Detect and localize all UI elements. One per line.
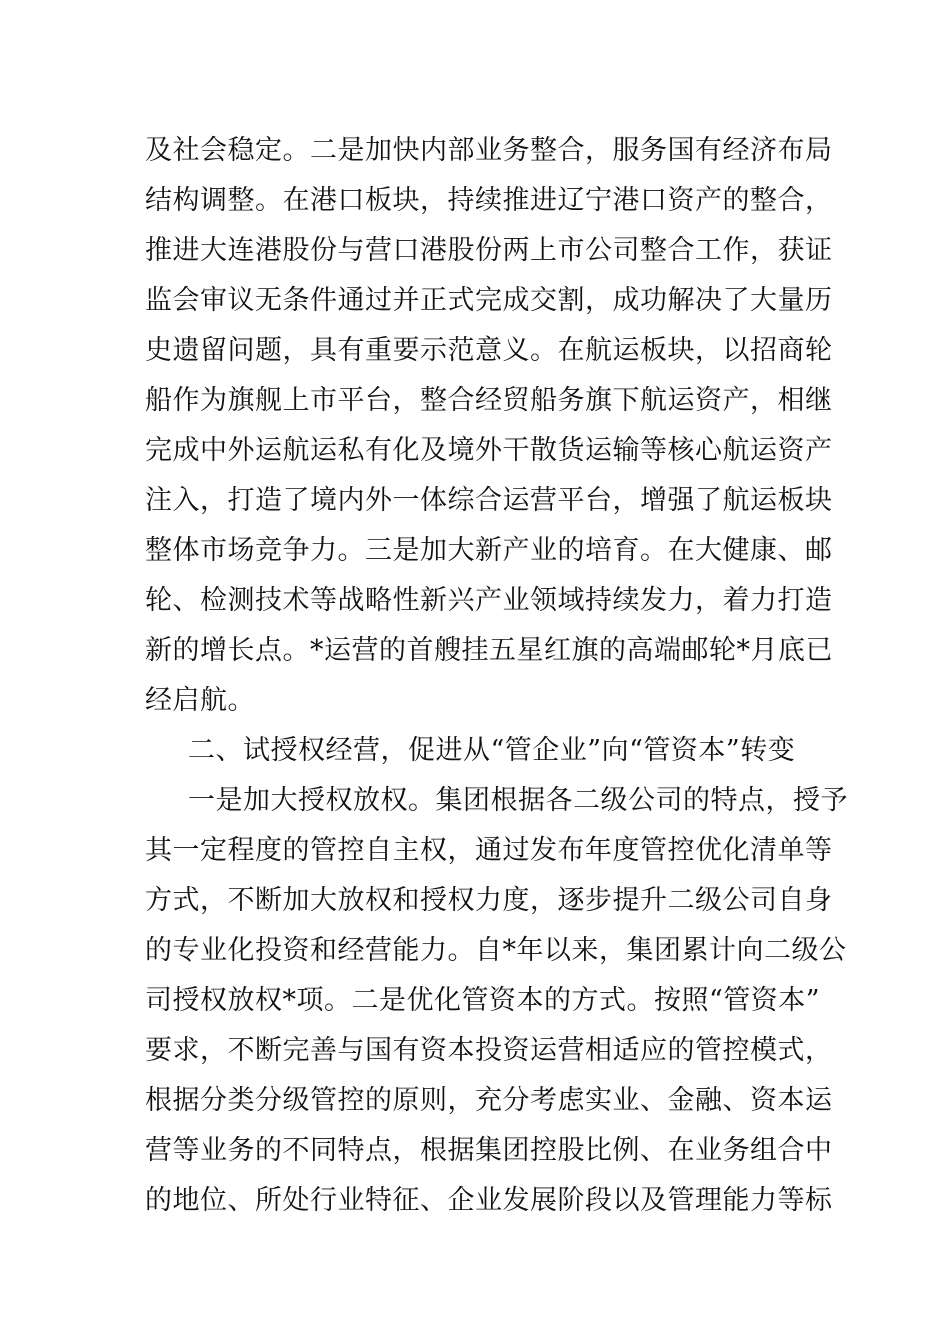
paragraph-line: 结构调整。在港口板块，持续推进辽宁港口资产的整合， bbox=[145, 185, 833, 216]
paragraph-line: 根据分类分级管控的原则，充分考虑实业、金融、资本运 bbox=[145, 1085, 833, 1116]
paragraph-line: 营等业务的不同特点，根据集团控股比例、在业务组合中 bbox=[145, 1135, 833, 1166]
paragraph-line: 要求，不断完善与国有资本投资运营相适应的管控模式， bbox=[145, 1035, 833, 1066]
paragraph-line: 船作为旗舰上市平台，整合经贸船务旗下航运资产，相继 bbox=[145, 385, 833, 416]
paragraph-line: 监会审议无条件通过并正式完成交割，成功解决了大量历 bbox=[145, 285, 833, 316]
paragraph-line: 完成中外运航运私有化及境外干散货运输等核心航运资产 bbox=[145, 435, 833, 466]
paragraph-line: 的地位、所处行业特征、企业发展阶段以及管理能力等标 bbox=[145, 1185, 833, 1216]
paragraph-line: 新的增长点。*运营的首艘挂五星红旗的高端邮轮*月底已 bbox=[145, 635, 833, 666]
paragraph-line: 推进大连港股份与营口港股份两上市公司整合工作，获证 bbox=[145, 235, 833, 266]
paragraph-line: 一是加大授权放权。集团根据各二级公司的特点，授予 bbox=[188, 785, 848, 816]
paragraph-line: 轮、检测技术等战略性新兴产业领域持续发力，着力打造 bbox=[145, 585, 833, 616]
paragraph-line: 方式，不断加大放权和授权力度，逐步提升二级公司自身 bbox=[145, 885, 833, 916]
paragraph-line: 司授权放权*项。二是优化管资本的方式。按照“管资本” bbox=[145, 985, 821, 1016]
paragraph-line: 的专业化投资和经营能力。自*年以来，集团累计向二级公 bbox=[145, 935, 847, 966]
paragraph-line: 及社会稳定。二是加快内部业务整合，服务国有经济布局 bbox=[145, 135, 833, 166]
paragraph-line: 史遗留问题，具有重要示范意义。在航运板块，以招商轮 bbox=[145, 335, 833, 366]
paragraph-line: 注入，打造了境内外一体综合运营平台，增强了航运板块 bbox=[145, 485, 833, 516]
paragraph-line: 其一定程度的管控自主权，通过发布年度管控优化清单等 bbox=[145, 835, 833, 866]
paragraph-line: 整体市场竞争力。三是加大新产业的培育。在大健康、邮 bbox=[145, 535, 833, 566]
paragraph-line: 经启航。 bbox=[145, 685, 255, 716]
section-heading: 二、试授权经营，促进从“管企业”向“管资本”转变 bbox=[188, 735, 796, 766]
